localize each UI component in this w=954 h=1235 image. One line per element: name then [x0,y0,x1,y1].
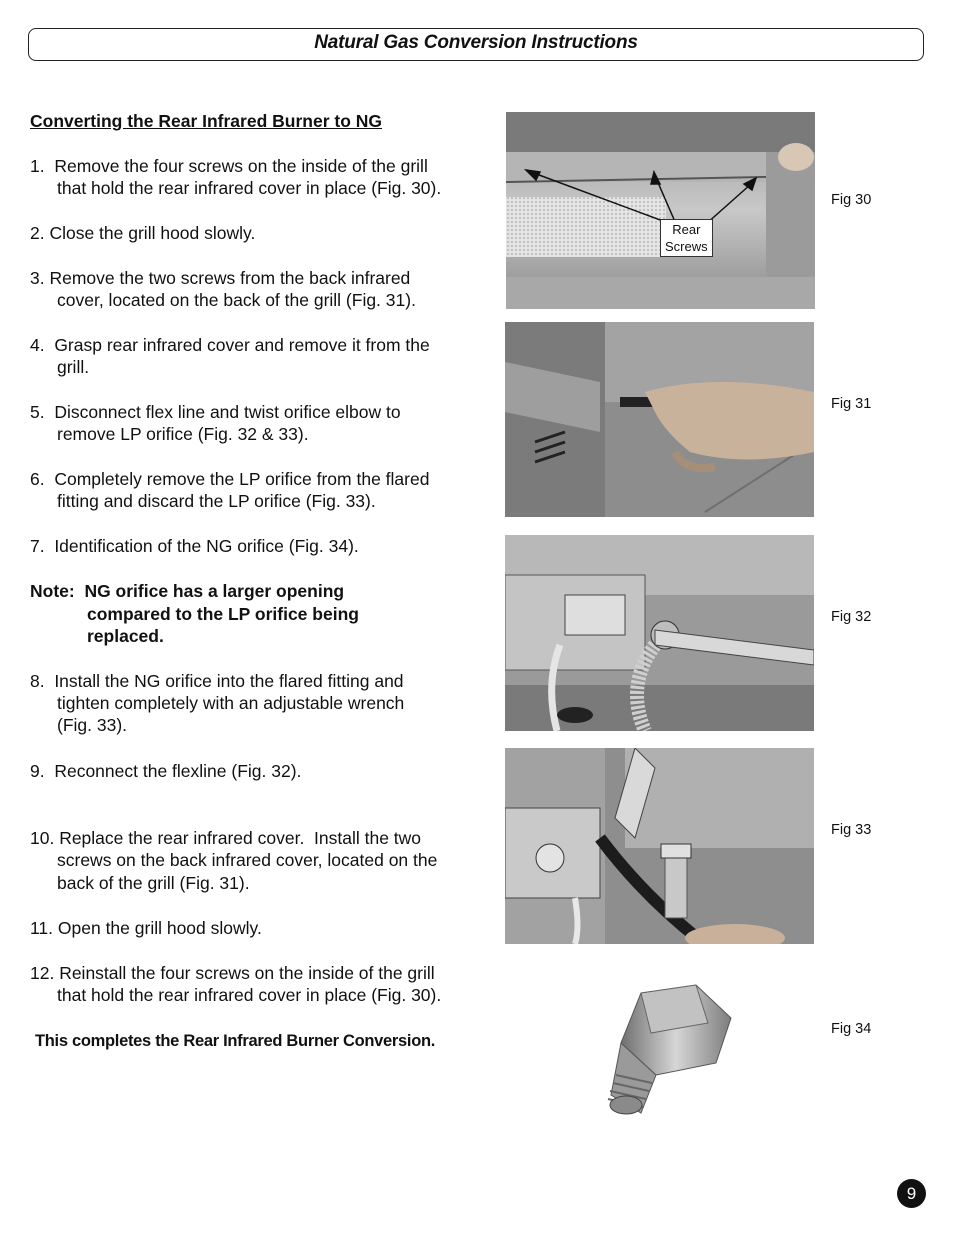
step-3-line-1: 3. Remove the two screws from the back infrared [30,268,411,288]
fig-32-photo [505,535,814,731]
callout-line-1: Rear [672,222,701,237]
callout-line-2: Screws [665,239,708,254]
page-title: Natural Gas Conversion Instructions [314,32,638,53]
step-6-line-1: 6. Completely remove the LP orifice from the flared [30,469,430,489]
section-heading: Converting the Rear Infrared Burner to NG [30,111,382,131]
step-10-line-3: back of the grill (Fig. 31). [57,873,250,893]
note-line-2: compared to the LP orifice being [87,604,359,624]
fig-34-label: Fig 34 [831,1021,872,1037]
step-12-line-1: 12. Reinstall the four screws on the inside of the grill [30,963,435,983]
step-2-line-1: 2. Close the grill hood slowly. [30,223,256,243]
fig-31-label: Fig 31 [831,396,872,412]
note-line-1: Note: NG orifice has a larger opening [30,581,345,601]
fig-30-photo [506,112,815,309]
step-12-line-2: that hold the rear infrared cover in place (Fig. 30). [57,985,442,1005]
fig-30-label: Fig 30 [831,192,872,208]
page-header [28,28,924,61]
step-3-line-2: cover, located on the back of the grill (Fig. 31). [57,290,416,310]
step-9-line-1: 9. Reconnect the flexline (Fig. 32). [30,761,302,781]
fig-33-label: Fig 33 [831,822,872,838]
step-11-line-1: 11. Open the grill hood slowly. [30,918,262,938]
step-8-line-3: (Fig. 33). [57,715,128,735]
step-6-line-2: fitting and discard the LP orifice (Fig. 33). [57,491,376,511]
step-8-line-2: tighten completely with an adjustable wrench [57,693,405,713]
step-1-line-2: that hold the rear infrared cover in place (Fig. 30). [57,178,442,198]
step-4-line-2: grill. [57,357,90,377]
step-4-line-1: 4. Grasp rear infrared cover and remove it from the [30,335,430,355]
note-line-3: replaced. [87,626,164,646]
fig-31-photo [505,322,814,517]
completion-note: This completes the Rear Infrared Burner Conversion. [35,1032,436,1050]
step-10-line-1: 10. Replace the rear infrared cover. Install the two [30,828,422,848]
page-number: 9 [897,1179,926,1208]
fig-34-orifice-image [596,983,736,1135]
step-8-line-1: 8. Install the NG orifice into the flared fitting and [30,671,404,691]
fig-32-label: Fig 32 [831,609,872,625]
step-5-line-2: remove LP orifice (Fig. 32 & 33). [57,424,309,444]
rear-screws-callout [660,219,713,257]
fig-33-photo [505,748,814,944]
step-10-line-2: screws on the back infrared cover, located on the [57,850,438,870]
step-7-line-1: 7. Identification of the NG orifice (Fig. 34). [30,536,359,556]
step-5-line-1: 5. Disconnect flex line and twist orifice elbow to [30,402,401,422]
step-1-line-1: 1. Remove the four screws on the inside of the grill [30,156,428,176]
